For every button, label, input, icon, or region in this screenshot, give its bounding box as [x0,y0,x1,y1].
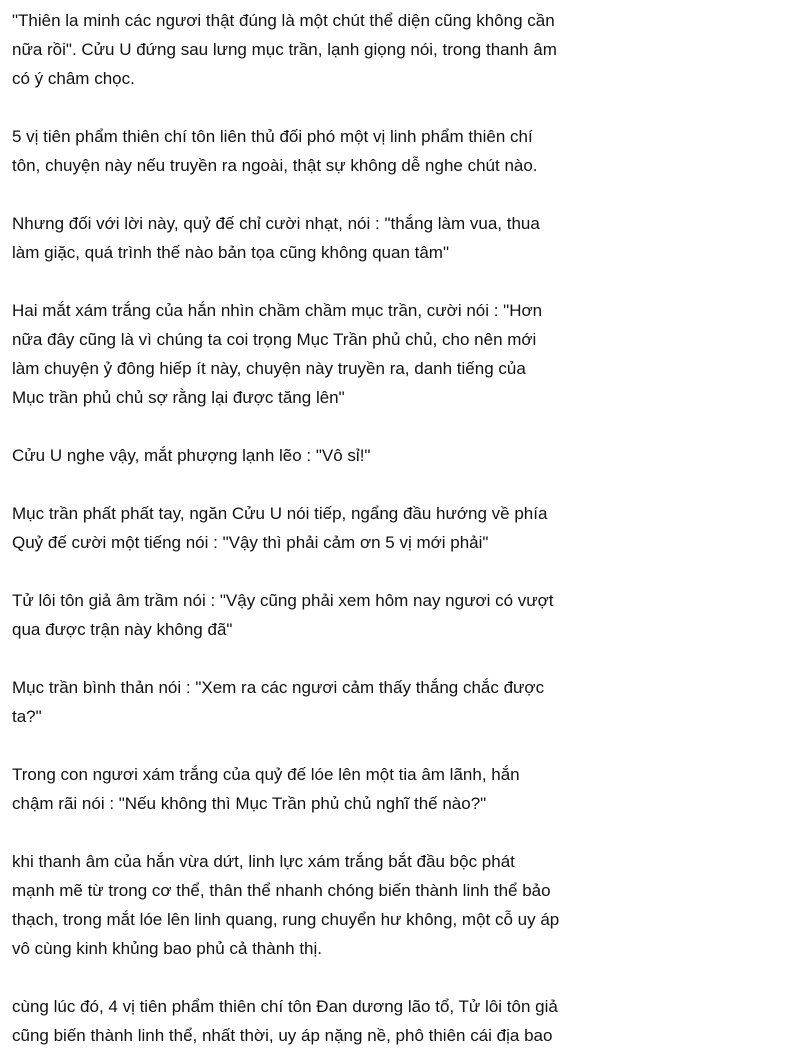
text-line: cũng biến thành linh thể, nhất thời, uy áp nặng nề, phô thiên cái địa bao [12,1026,553,1045]
text-line: thạch, trong mắt lóe lên linh quang, rung chuyển hư không, một cỗ uy áp [12,910,560,929]
text-line: Nhưng đối với lời này, quỷ đế chỉ cười nhạt, nói : "thắng làm vua, thua [12,214,540,233]
text-line: làm chuyện ỷ đông hiếp ít này, chuyện này truyền ra, danh tiếng của [12,359,526,378]
paragraph-7 [12,586,798,644]
text-line: Tử lôi tôn giả âm trầm nói : "Vậy cũng phải xem hôm nay ngươi có vượt [12,591,554,610]
text-line: làm giặc, quá trình thế nào bản tọa cũng không quan tâm" [12,243,450,262]
text-line: 5 vị tiên phẩm thiên chí tôn liên thủ đối phó một vị linh phẩm thiên chí [12,127,533,146]
text-line: "Thiên la minh các ngươi thật đúng là một chút thể diện cũng không cần [12,11,555,30]
text-line: chậm rãi nói : "Nếu không thì Mục Trần phủ chủ nghĩ thế nào?" [12,794,487,813]
paragraph-1 [12,6,798,93]
text-line: Mục trần phủ chủ sợ rằng lại được tăng lên" [12,388,345,407]
text-line: ta?" [12,707,42,726]
paragraph-9 [12,760,798,818]
text-line: Mục trần phất phất tay, ngăn Cửu U nói tiếp, ngẩng đầu hướng về phía [12,504,548,523]
text-line: Trong con ngươi xám trắng của quỷ đế lóe lên một tia âm lãnh, hắn [12,765,520,784]
paragraph-8 [12,673,798,731]
text-line: Quỷ đế cười một tiếng nói : "Vậy thì phải cảm ơn 5 vị mới phải" [12,533,489,552]
paragraph-11 [12,992,798,1048]
text-line: Cửu U nghe vậy, mắt phượng lạnh lẽo : "Vô sỉ!" [12,446,371,465]
text-line: vô cùng kinh khủng bao phủ cả thành thị. [12,939,323,958]
paragraph-6 [12,499,798,557]
text-line: nữa rồi". Cửu U đứng sau lưng mục trần, lạnh giọng nói, trong thanh âm [12,40,557,59]
text-line: qua được trận này không đã" [12,620,233,639]
text-line: mạnh mẽ từ trong cơ thể, thân thể nhanh chóng biến thành linh thể bảo [12,881,551,900]
text-line: Mục trần bình thản nói : "Xem ra các ngươi cảm thấy thắng chắc được [12,678,545,697]
text-line: khi thanh âm của hắn vừa dứt, linh lực xám trắng bắt đầu bộc phát [12,852,515,871]
text-line: cùng lúc đó, 4 vị tiên phẩm thiên chí tôn Đan dương lão tổ, Tử lôi tôn giả [12,997,558,1016]
paragraph-3 [12,209,798,267]
paragraph-10 [12,847,798,963]
text-line: tôn, chuyện này nếu truyền ra ngoài, thật sự không dễ nghe chút nào. [12,156,538,175]
paragraph-5 [12,441,798,470]
story-text [12,6,798,1048]
text-line: có ý châm chọc. [12,69,135,88]
text-line: nữa đây cũng là vì chúng ta coi trọng Mục Trần phủ chủ, cho nên mới [12,330,537,349]
text-line: Hai mắt xám trắng của hắn nhìn chầm chầm mục trần, cười nói : "Hơn [12,301,543,320]
paragraph-4 [12,296,798,412]
paragraph-2 [12,122,798,180]
